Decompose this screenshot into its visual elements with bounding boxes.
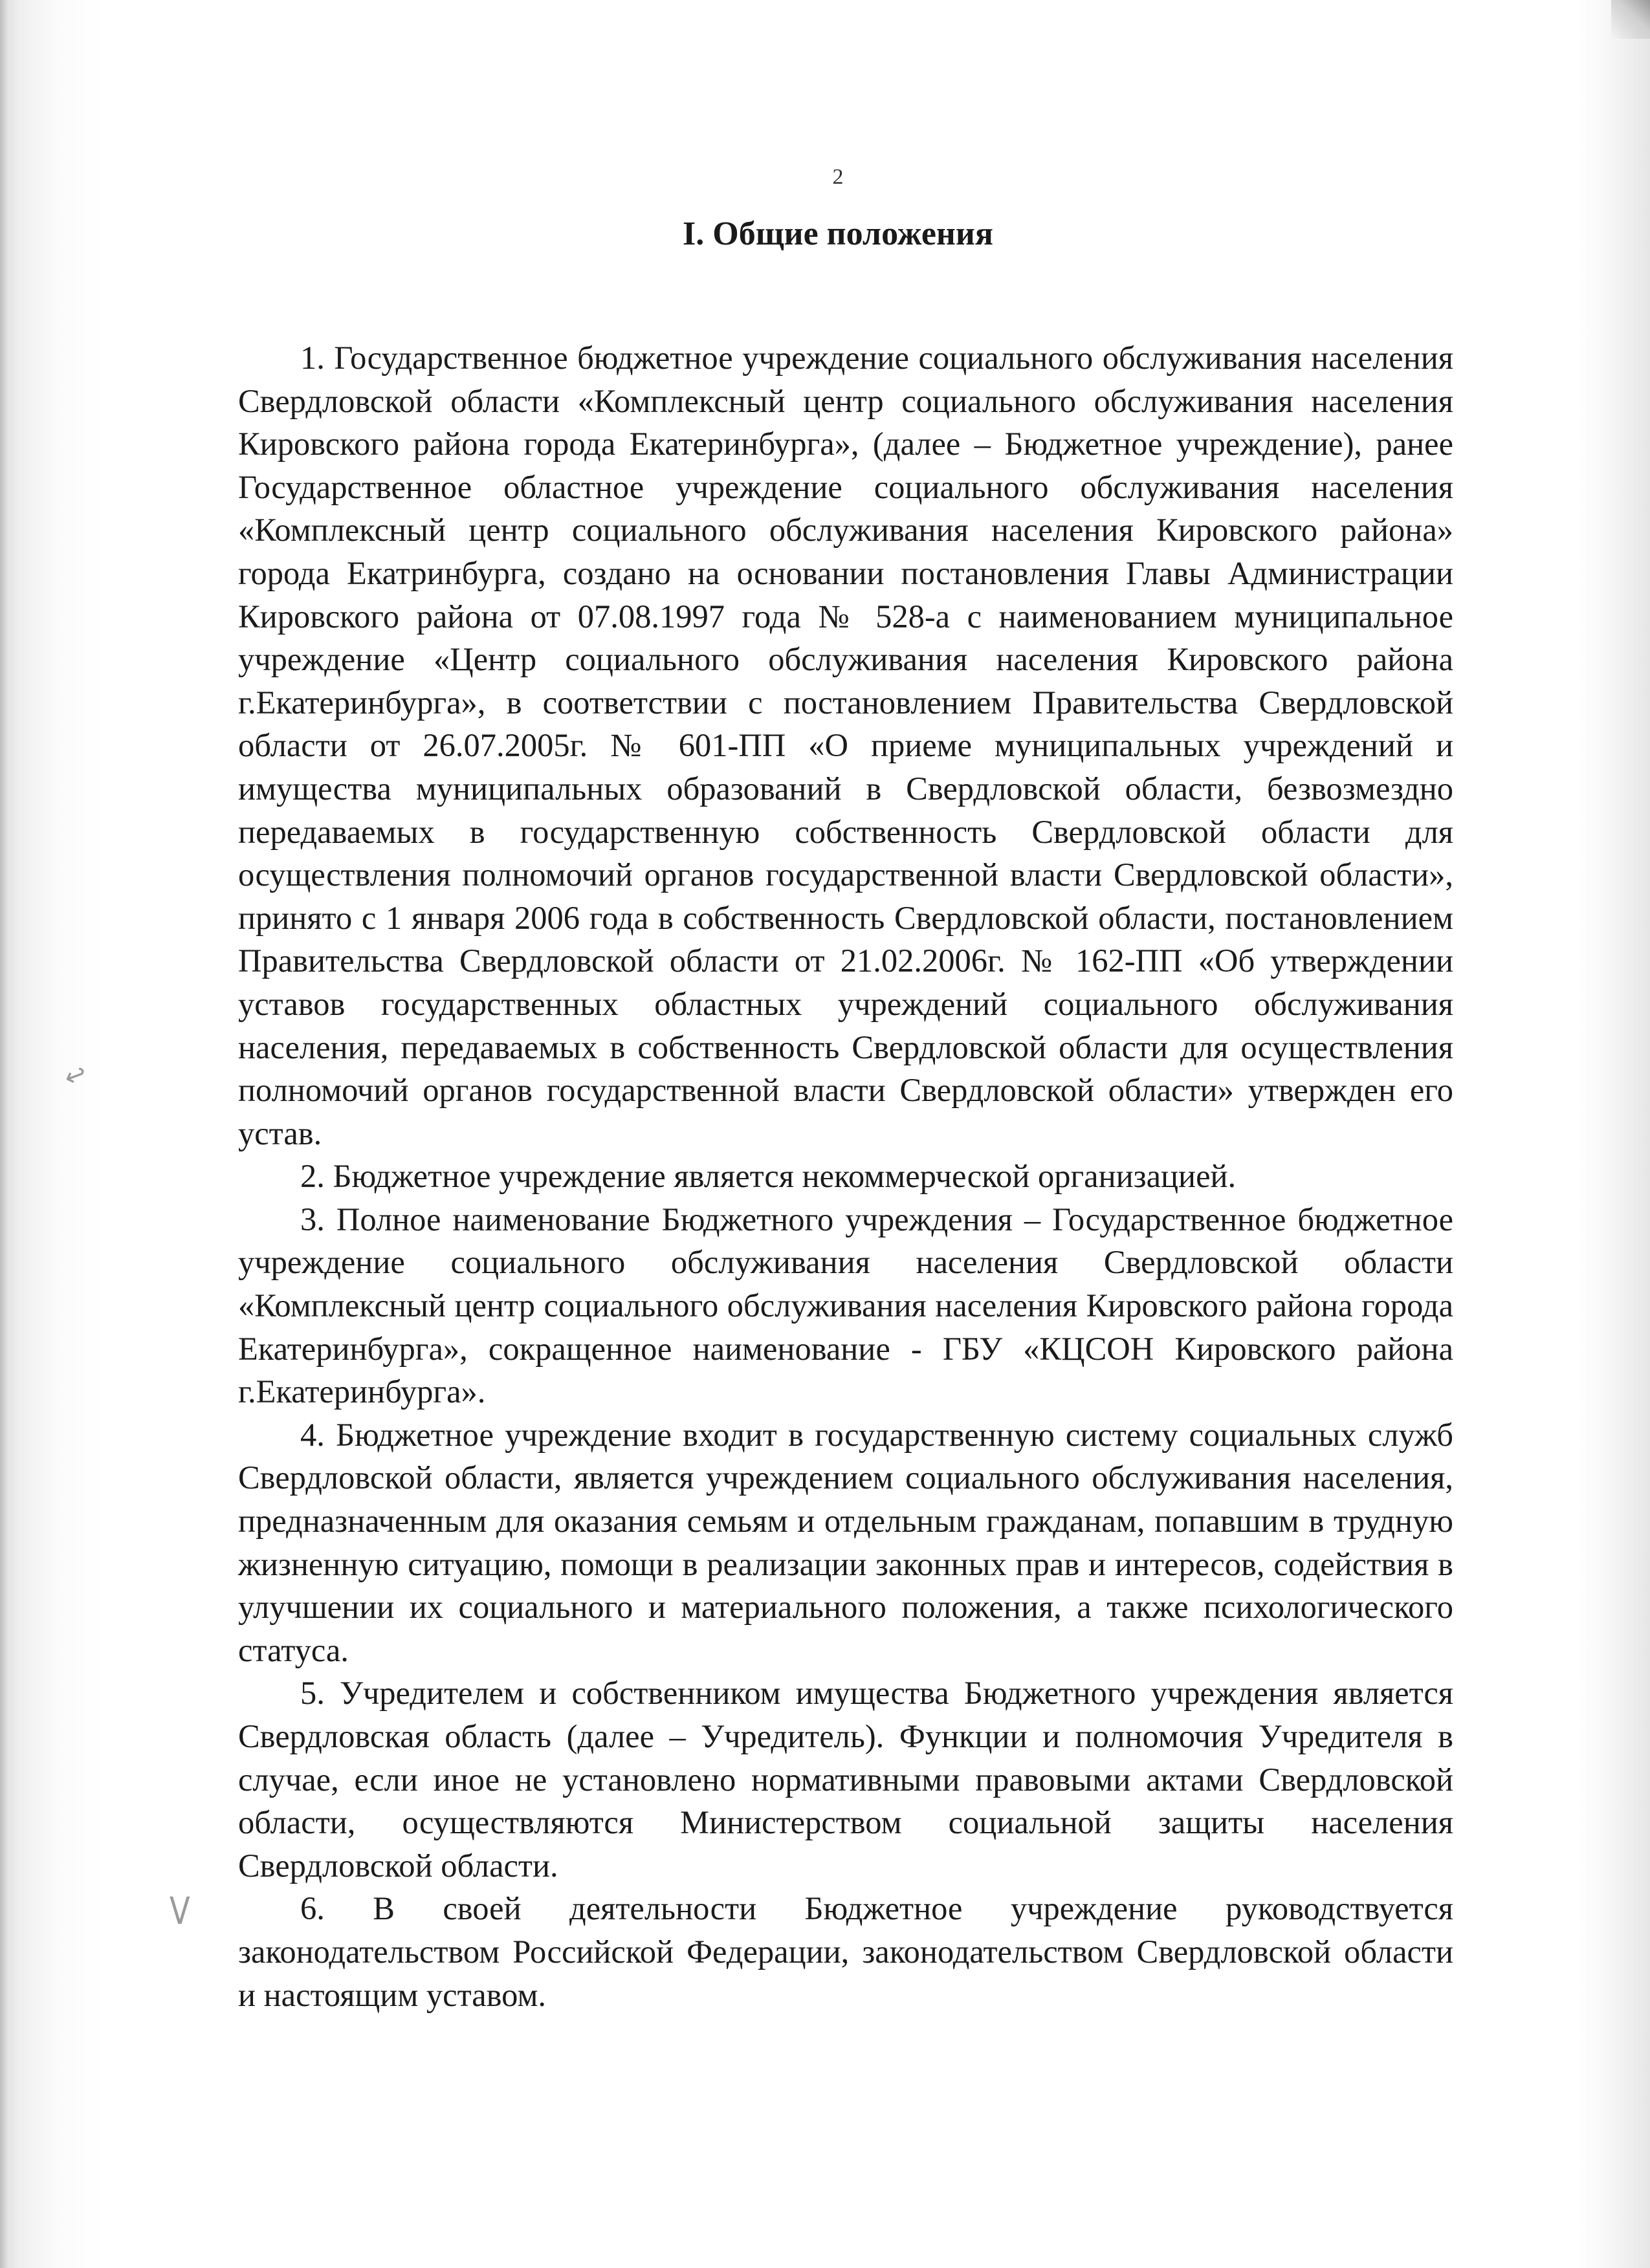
paragraph-3: 3. Полное наименование Бюджетного учреждения – Государственное бюджетное учреждение социального обслуживания населения Свердловской области «Комплексный центр социального обслуживания населения Кировского района города Екатеринбурга», сокращенное наименование - ГБУ «КЦСОН Кировского района г.Екатеринбурга». [238,1201,1453,1410]
paragraph-6: 6. В своей деятельности Бюджетное учреждение руководствуется законодательством Российской Федерации, законодательством Свердловской области и настоящим уставом. [238,1890,1453,2013]
paragraph-4: 4. Бюджетное учреждение входит в государственную систему социальных служб Свердловской области, является учреждением социального обслуживания населения, предназначенным для оказания семьям и отдельным гражданам, попавшим в трудную жизненную ситуацию, помощи в реализации законных прав и интересов, содействия в улучшении их социального и материального положения, а также психологического статуса. [238,1416,1453,1668]
handwritten-check-mark: V [169,1889,190,1933]
scan-left-edge [0,0,9,2268]
document-body [238,336,1453,2016]
scan-corner-shadow [1611,0,1650,39]
page-number: 2 [832,165,844,189]
section-title: I. Общие положения [683,215,993,252]
paragraph-1: 1. Государственное бюджетное учреждение социального обслуживания населения Свердловской области «Комплексный центр социального обслуживания населения Кировского района города Екатеринбурга», (далее – Бюджетное учреждение), ранее Государственное областное учреждение социального обслуживания населения «Комплексный центр социального обслуживания населения Кировского района» города Екатринбурга, создано на основании постановления Главы Администрации Кировского района от 07.08.1997 года № 528-а с наименованием муниципальное учреждение «Центр социального обслуживания населения Кировского района г.Екатеринбурга», в соответствии с постановлением Правительства Свердловской области от 26.07.2005г. № 601-ПП «О приеме муниципальных учреждений и имущества муниципальных образований в Свердловской области, безвозмездно передаваемых в государственную собственность Свердловской области для осуществления полномочий органов государственной власти Свердловской области», принято с 1 января 2006 года в собственность Свердловской области, постановлением Правительства Свердловской области от 21.02.2006г. № 162-ПП «Об утверждении уставов государственных областных учреждений социального обслуживания населения, передаваемых в собственность Свердловской области для осуществления полномочий органов государственной власти Свердловской области» утвержден его устав. [238,340,1453,1151]
paragraph-5: 5. Учредителем и собственником имущества Бюджетного учреждения является Свердловская область (далее – Учредитель). Функции и полномочия Учредителя в случае, если иное не установлено нормативными правовыми актами Свердловской области, осуществляются Министерством социальной защиты населения Свердловской области. [238,1675,1453,1884]
handwritten-margin-mark-upper: ↩ [60,1058,91,1094]
paragraph-2: 2. Бюджетное учреждение является некоммерческой организацией. [300,1158,1237,1195]
